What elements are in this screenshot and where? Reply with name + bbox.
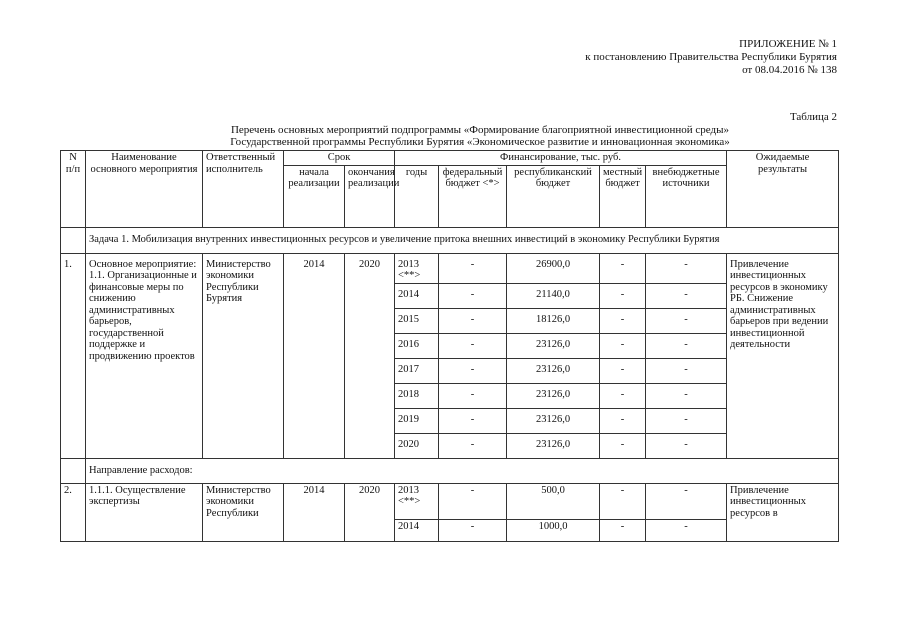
row1-result: Привлечение инвестиционных ресурсов в экономику РБ. Снижение административных барьеров при ведении инвестиционной деятельности [727,253,839,458]
task-1: Задача 1. Мобилизация внутренних инвестиционных ресурсов и увеличение притока внешних инвестиций в экономику Республики Бурятия [86,227,839,253]
federal-cell: - [439,283,507,308]
year-cell: 2013 <**> [395,253,439,283]
row2-result: Привлечение инвестиционных ресурсов в [727,483,839,541]
offbudget-cell: - [646,408,727,433]
year-cell: 2019 [395,408,439,433]
republic-cell: 26900,0 [507,253,600,283]
local-cell: - [600,519,646,541]
row2-name: 1.1.1. Осуществление экспертизы [86,483,203,541]
offbudget-cell: - [646,253,727,283]
republic-cell: 21140,0 [507,283,600,308]
local-cell: - [600,433,646,458]
col-term-end: окончания реализации [345,165,395,227]
year-cell: 2013 <**> [395,483,439,519]
col-offbudget: внебюджетные источники [646,165,727,227]
federal-cell: - [439,519,507,541]
row1-name: Основное мероприятие: 1.1. Организационные и финансовые меры по снижению административных барьеров, государственной поддержке и продвижению проектов [86,253,203,458]
republic-cell: 23126,0 [507,333,600,358]
table-row [61,483,839,519]
offbudget-cell: - [646,433,727,458]
offbudget-cell: - [646,358,727,383]
col-executor: Ответственный исполнитель [203,151,284,228]
col-num: N п/п [61,151,86,228]
year-cell: 2015 [395,308,439,333]
federal-cell: - [439,383,507,408]
offbudget-cell: - [646,283,727,308]
republic-cell: 23126,0 [507,358,600,383]
measures-table [60,150,839,542]
federal-cell: - [439,483,507,519]
year-cell: 2020 [395,433,439,458]
col-term-start: начала реализации [284,165,345,227]
federal-cell: - [439,333,507,358]
year-cell: 2014 [395,519,439,541]
local-cell: - [600,283,646,308]
col-federal: федеральный бюджет <*> [439,165,507,227]
republic-cell: 23126,0 [507,408,600,433]
row2-end: 2020 [345,483,395,541]
appendix-title: ПРИЛОЖЕНИЕ № 1 [739,38,837,50]
republic-cell: 23126,0 [507,383,600,408]
table-title-line1: Перечень основных мероприятий подпрограммы «Формирование благоприятной инвестиционной среды» [230,124,729,136]
col-name: Наименование основного мероприятия [86,151,203,228]
header-row-1 [61,151,839,166]
year-cell: 2014 [395,283,439,308]
col-years: годы [395,165,439,227]
local-cell: - [600,383,646,408]
local-cell: - [600,408,646,433]
local-cell: - [600,253,646,283]
federal-cell: - [439,408,507,433]
row2-num: 2. [61,483,86,541]
federal-cell: - [439,433,507,458]
federal-cell: - [439,253,507,283]
direction-row [61,458,839,483]
row2-executor: Министерство экономики Республики [203,483,284,541]
appendix-decree: к постановлению Правительства Республики Бурятия [585,51,837,63]
appendix-date: от 08.04.2016 № 138 [742,64,837,76]
offbudget-cell: - [646,308,727,333]
offbudget-cell: - [646,333,727,358]
col-republic: республиканский бюджет [507,165,600,227]
year-cell: 2018 [395,383,439,408]
local-cell: - [600,333,646,358]
federal-cell: - [439,358,507,383]
row1-end: 2020 [345,253,395,458]
col-local: местный бюджет [600,165,646,227]
col-term: Срок [284,151,395,166]
col-financing: Финансирование, тыс. руб. [395,151,727,166]
federal-cell: - [439,308,507,333]
year-cell: 2017 [395,358,439,383]
table-title-line2: Государственной программы Республики Бурятия «Экономическое развитие и инновационная экономика» [230,136,730,148]
year-cell: 2016 [395,333,439,358]
republic-cell: 18126,0 [507,308,600,333]
local-cell: - [600,358,646,383]
offbudget-cell: - [646,519,727,541]
local-cell: - [600,308,646,333]
table-row [61,253,839,283]
republic-cell: 500,0 [507,483,600,519]
local-cell: - [600,483,646,519]
offbudget-cell: - [646,483,727,519]
table-number: Таблица 2 [789,111,837,123]
col-result: Ожидаемые результаты [727,151,839,228]
row2-start: 2014 [284,483,345,541]
task-row [61,227,839,253]
row1-start: 2014 [284,253,345,458]
republic-cell: 1000,0 [507,519,600,541]
republic-cell: 23126,0 [507,433,600,458]
row1-executor: Министерство экономики Республики Бурятия [203,253,284,458]
row1-num: 1. [61,253,86,458]
expense-direction: Направление расходов: [86,458,839,483]
offbudget-cell: - [646,383,727,408]
